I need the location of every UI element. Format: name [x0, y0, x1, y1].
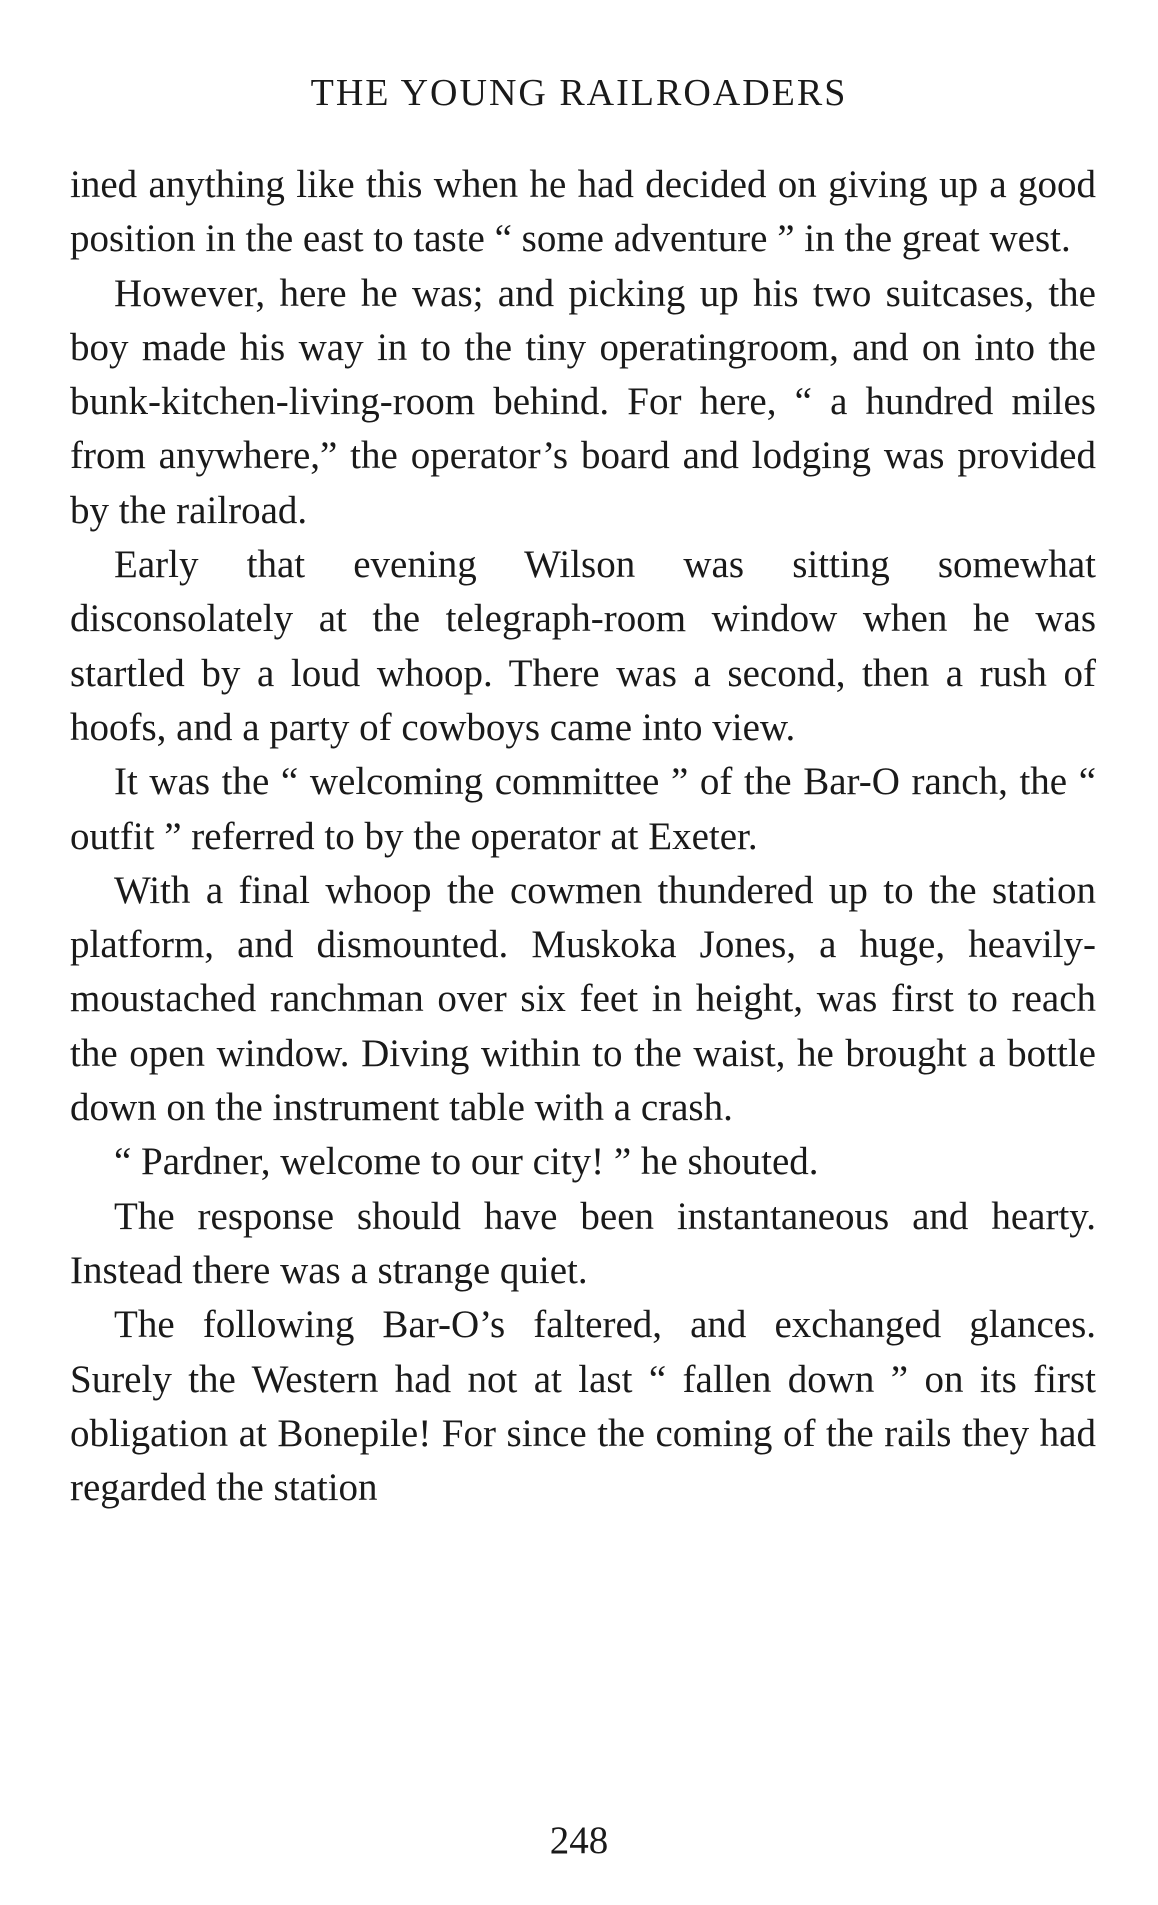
- paragraph: It was the “ welcoming committee ” of the Bar-O ranch, the “ outfit ” referred to by the operator at Exeter.: [70, 760, 1096, 858]
- paragraph: Early that evening Wilson was sitting somewhat disconsolately at the telegraph-room window when he was startled by a loud whoop. There was a second, then a rush of hoofs, and a party of cowboys came into view.: [70, 543, 1096, 749]
- paragraph: The response should have been instantaneous and hearty. Instead there was a strange quiet.: [70, 1194, 1096, 1292]
- paragraph: “ Pardner, welcome to our city! ” he shouted.: [114, 1140, 819, 1184]
- paragraph: With a final whoop the cowmen thundered up to the station platform, and dismounted. Muskoka Jones, a huge, heavily-moustached ranchman over six feet in height, was first to reach the open window. Diving within to the waist, he brought a bottle down on the instrument table with a crash.: [70, 868, 1096, 1130]
- paragraph: ined anything like this when he had decided on giving up a good position in the east to taste “ some adventure ” in the great west.: [70, 163, 1096, 261]
- running-head: THE YOUNG RAILROADERS: [310, 72, 848, 114]
- page-number: 248: [549, 1819, 609, 1862]
- paragraph: However, here he was; and picking up his two suitcases, the boy made his way in to the tiny operatingroom, and on into the bunk-kitchen-living-room behind. For here, “ a hundred miles from anywhere,” the operator’s board and lodging was provided by the railroad.: [70, 271, 1096, 532]
- body-text: [70, 158, 1096, 1515]
- paragraph: The following Bar-O’s faltered, and exchanged glances. Surely the Western had not at last “ fallen down ” on its first obligation at Bonepile! For since the coming of the rails they had regarded the station: [70, 1303, 1096, 1510]
